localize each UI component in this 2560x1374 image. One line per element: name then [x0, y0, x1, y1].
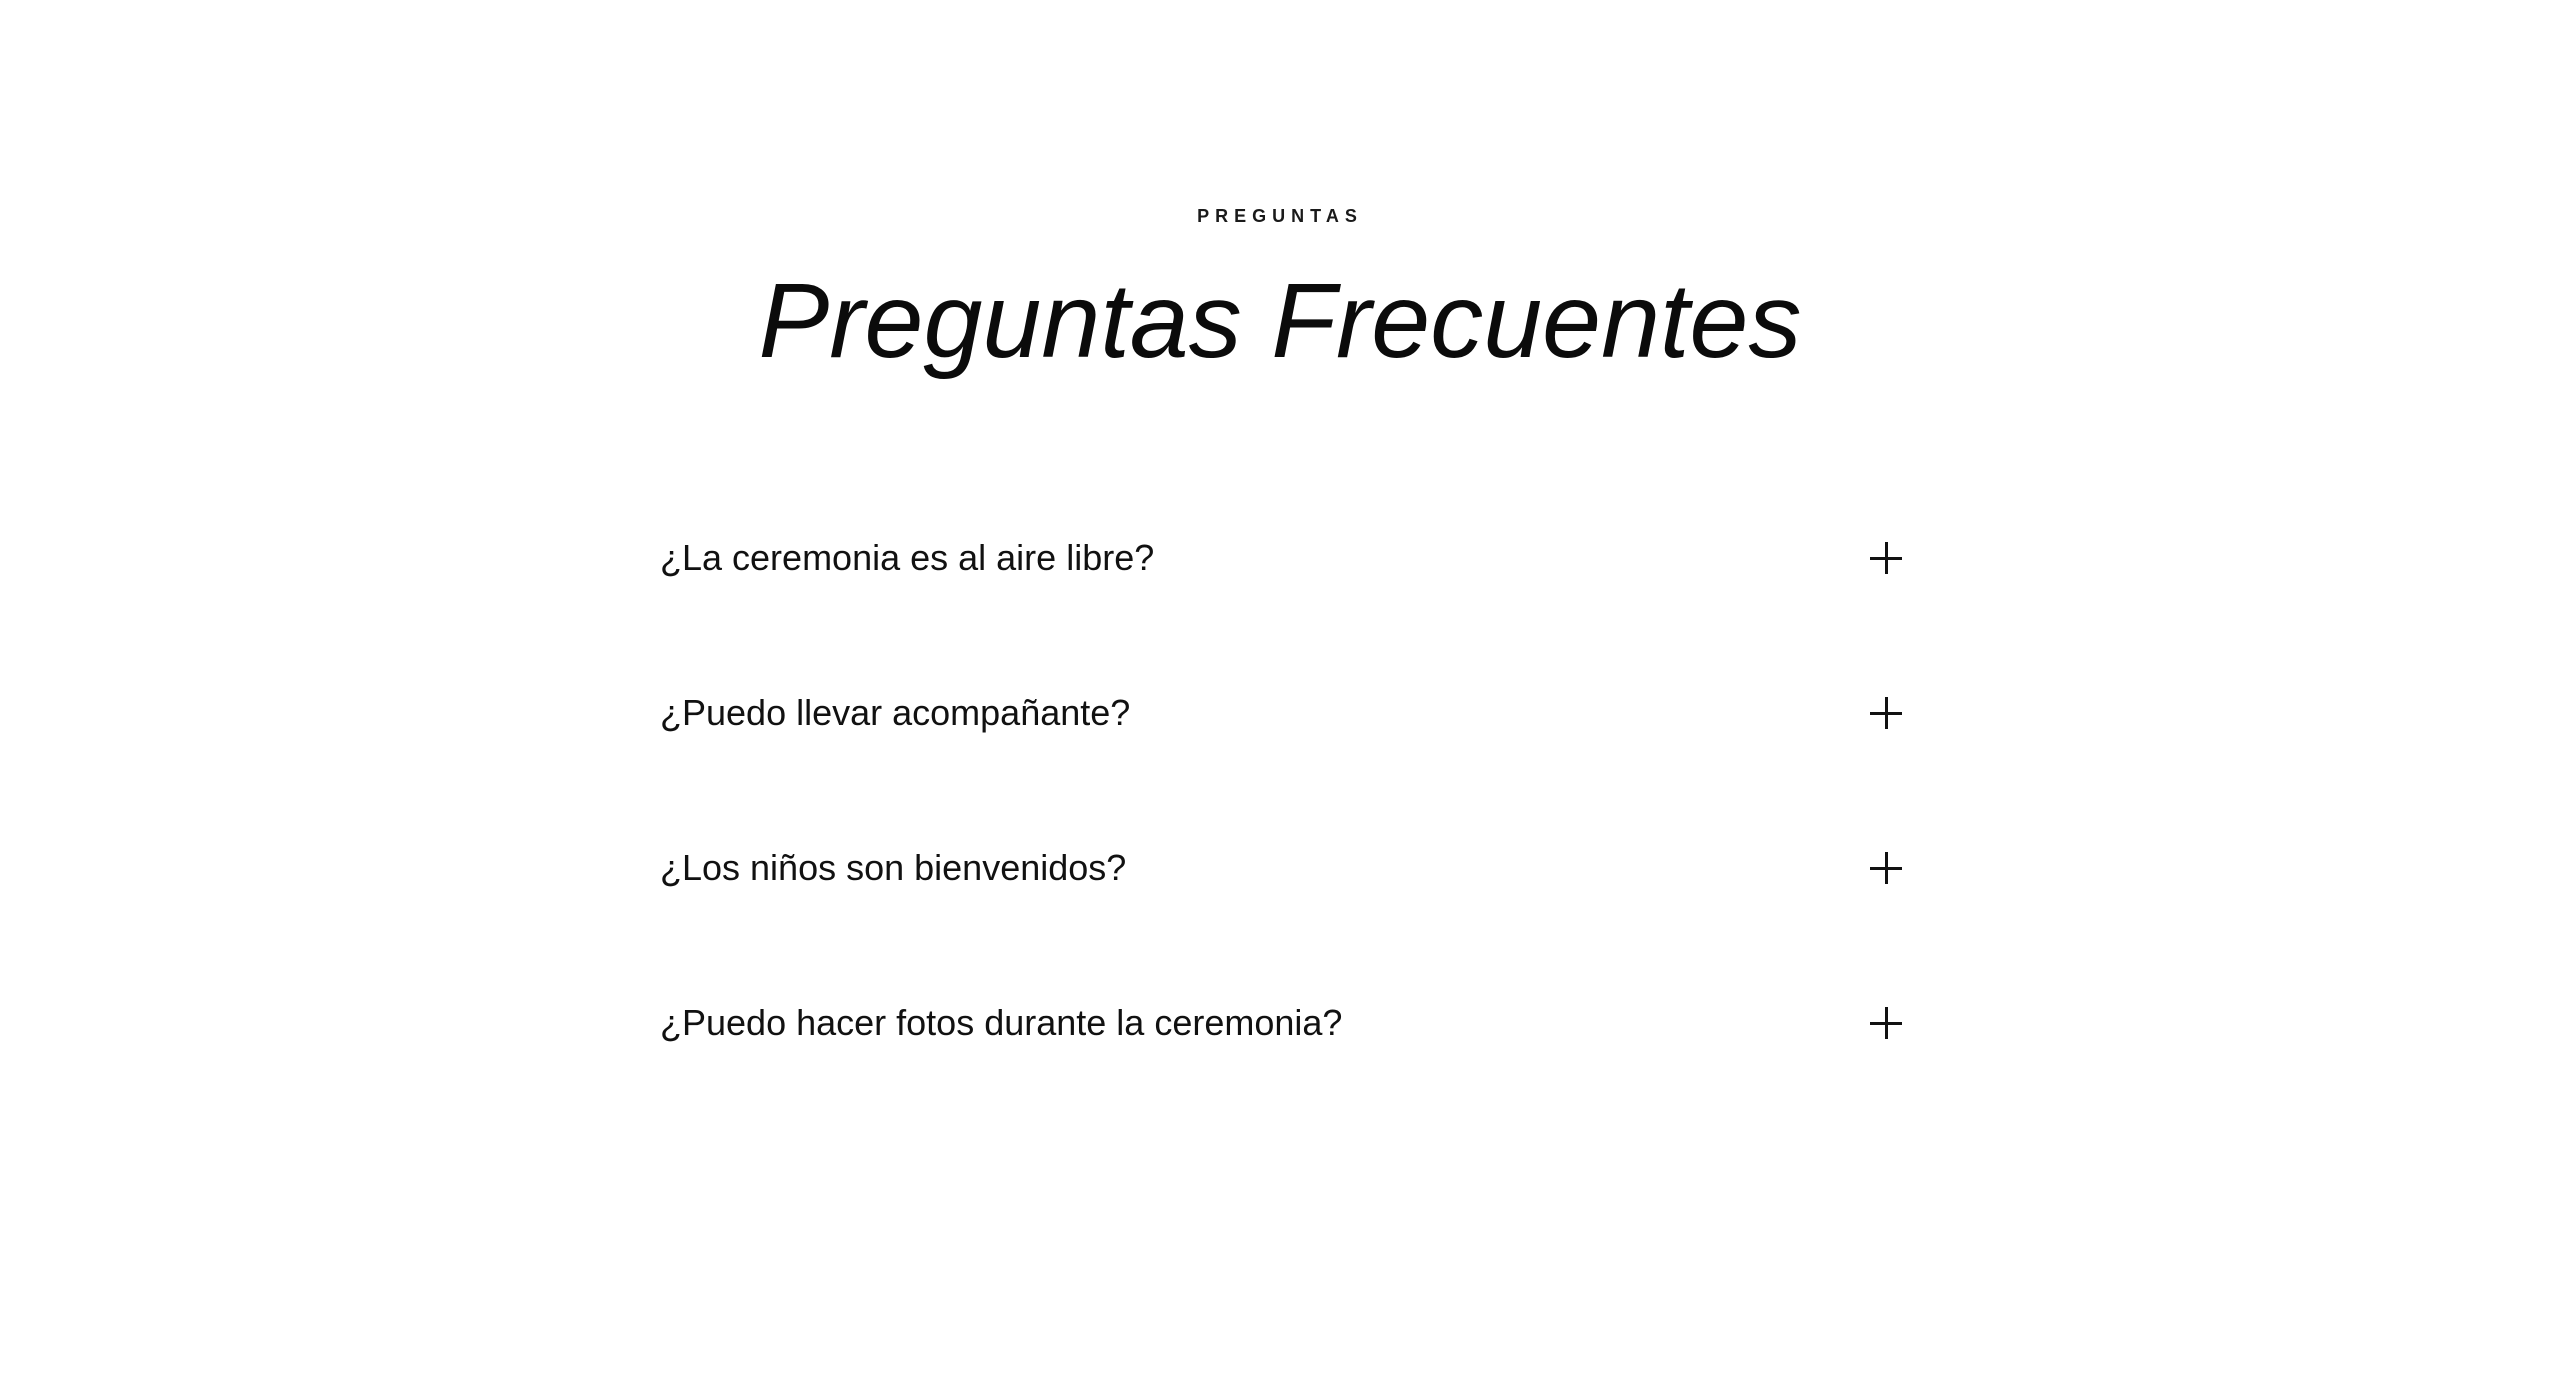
- section-eyebrow: PREGUNTAS: [1197, 206, 1363, 226]
- faq-item-fotos[interactable]: [660, 965, 1910, 1120]
- section-title: Preguntas Frecuentes: [758, 262, 1802, 380]
- plus-icon[interactable]: [1870, 697, 1902, 729]
- faq-list: [660, 500, 1910, 1120]
- faq-item-acompanante[interactable]: [660, 655, 1910, 810]
- faq-item-ninos[interactable]: [660, 810, 1910, 965]
- faq-question: ¿La ceremonia es al aire libre?: [660, 537, 1155, 578]
- faq-question: ¿Puedo llevar acompañante?: [660, 692, 1131, 733]
- plus-icon[interactable]: [1870, 542, 1902, 574]
- faq-item-ceremonia-aire-libre[interactable]: [660, 500, 1910, 655]
- plus-icon[interactable]: [1870, 852, 1902, 884]
- plus-icon[interactable]: [1870, 1007, 1902, 1039]
- faq-question: ¿Puedo hacer fotos durante la ceremonia?: [660, 1002, 1343, 1043]
- faq-question: ¿Los niños son bienvenidos?: [660, 847, 1127, 888]
